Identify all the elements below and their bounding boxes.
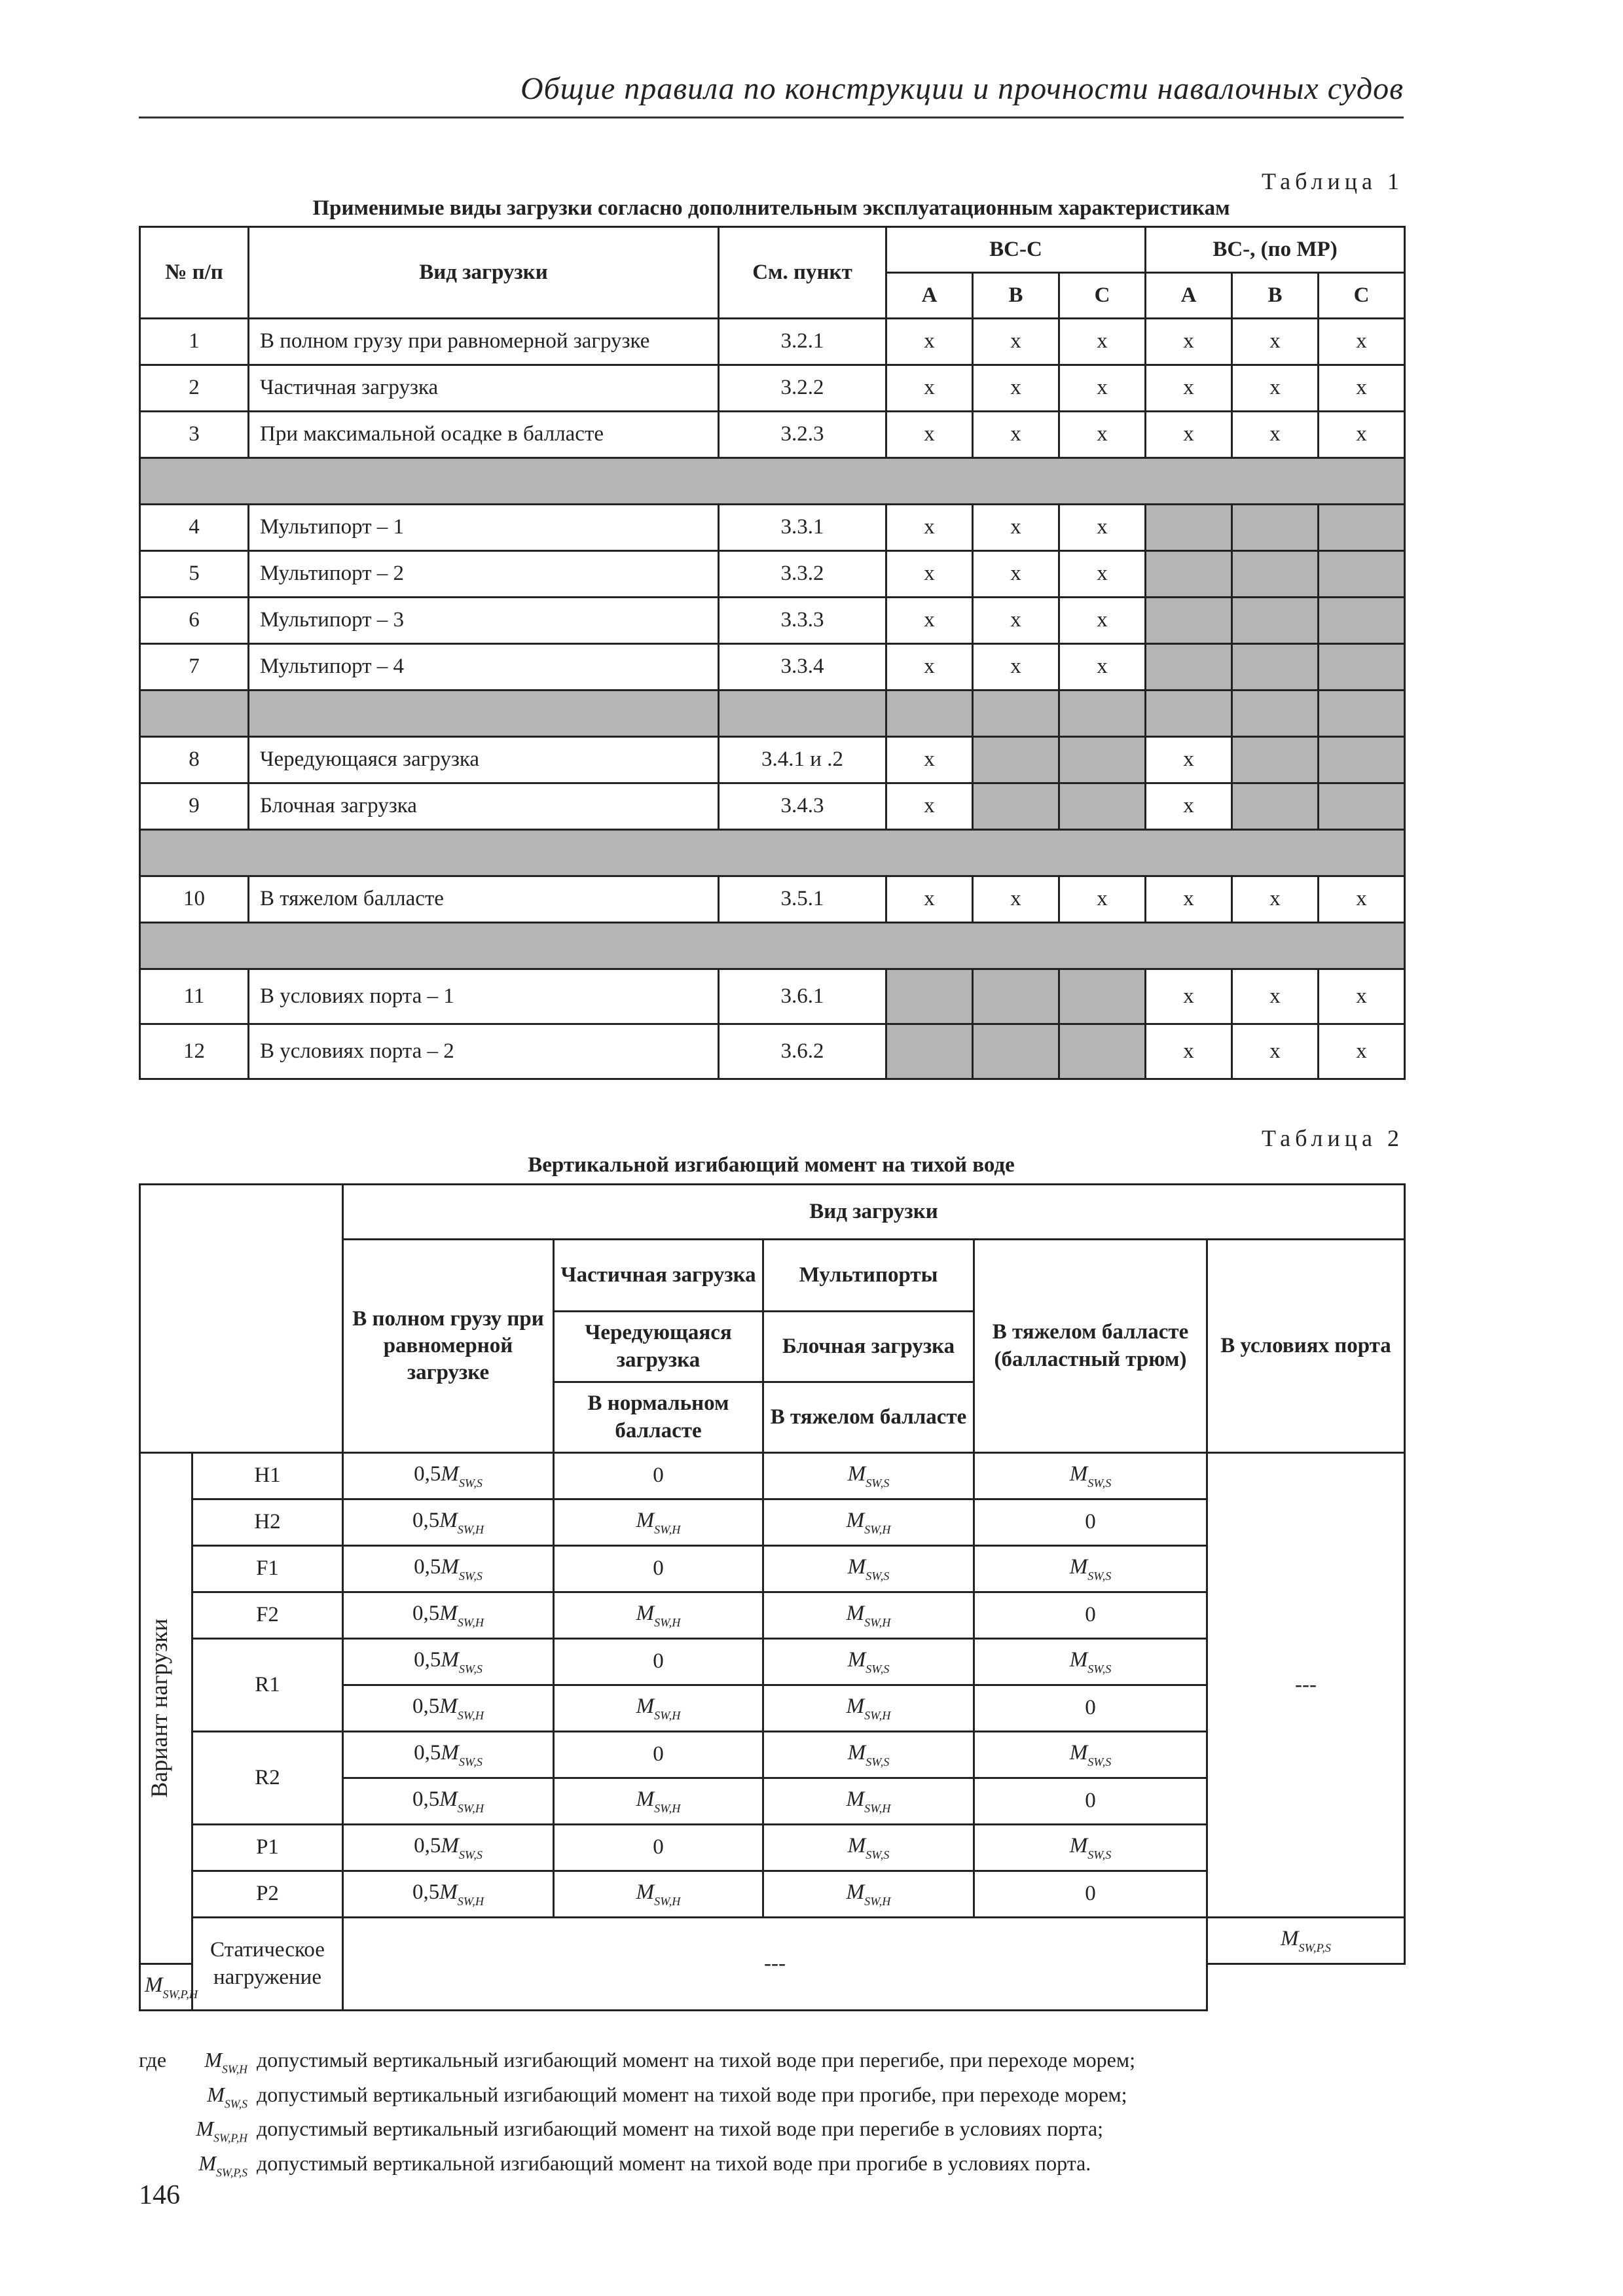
cell-na: [973, 783, 1059, 830]
cell-mark: x: [1319, 969, 1405, 1024]
cell-value: $0,5M_{SW,H}$: [343, 1499, 554, 1546]
cell-value: $M_{SW,H}$: [554, 1592, 763, 1639]
note-line: где $M_{SW,H}$ допустимый вертикальный изгибающий момент на тихой воде при перегибе, при переходе морем;: [139, 2048, 1135, 2076]
alternate-header: Чередующаяся загрузка: [554, 1312, 763, 1382]
row-type: Частичная загрузка: [249, 365, 719, 412]
cell-na: [973, 969, 1059, 1024]
row-number: 11: [140, 969, 249, 1024]
separator-row: [140, 923, 1405, 969]
row-type: Мультипорт – 2: [249, 551, 719, 598]
cell-mark: x: [1059, 365, 1146, 412]
row-type: Мультипорт – 3: [249, 598, 719, 644]
separator-row: [140, 458, 1405, 505]
cell-value: $M_{SW,P,S}$: [1207, 1918, 1405, 1964]
table-row: [140, 505, 1405, 551]
row-ref: 3.5.1: [719, 876, 886, 923]
cell-mark: x: [886, 598, 973, 644]
cell-na: [973, 1024, 1059, 1079]
cell-value: $M_{SW,H}$: [763, 1685, 974, 1732]
cell-na: [886, 969, 973, 1024]
row-type: В тяжелом балласте: [249, 876, 719, 923]
row-ref: 3.2.3: [719, 412, 886, 458]
cell-na: [1319, 783, 1405, 830]
row-type: В условиях порта – 1: [249, 969, 719, 1024]
cell-mark: x: [1232, 412, 1319, 458]
cell-value: 0: [974, 1871, 1207, 1918]
row-ref: 3.3.2: [719, 551, 886, 598]
table-row: [140, 412, 1405, 458]
cell-value: 0: [554, 1639, 763, 1685]
port-header: В условиях порта: [1207, 1240, 1405, 1453]
partial-header: Частичная загрузка: [554, 1240, 763, 1312]
cell-value: $M_{SW,S}$: [974, 1639, 1207, 1685]
cell-mark: x: [1146, 365, 1232, 412]
cell-mark: x: [1319, 365, 1405, 412]
cell-mark: x: [886, 783, 973, 830]
col-bcmp-header: BC-, (по МР): [1146, 227, 1405, 273]
case-label: F1: [192, 1546, 343, 1592]
running-header: Общие правила по конструкции и прочности навалочных судов: [520, 71, 1404, 106]
cell-mark: x: [1232, 876, 1319, 923]
cell-mark: x: [1232, 969, 1319, 1024]
table-row: [140, 737, 1405, 783]
cell-value: $0,5M_{SW,S}$: [343, 1639, 554, 1685]
cell-mark: x: [886, 505, 973, 551]
case-label: F2: [192, 1592, 343, 1639]
cell-mark: x: [973, 598, 1059, 644]
row-number: 7: [140, 644, 249, 691]
row-ref: 3.3.1: [719, 505, 886, 551]
row-number: 10: [140, 876, 249, 923]
group-header: Вид загрузки: [343, 1185, 1405, 1240]
table2-corner: [140, 1185, 343, 1453]
cell-mark: x: [1146, 969, 1232, 1024]
cell-mark: x: [1146, 412, 1232, 458]
case-label: H1: [192, 1453, 343, 1499]
table1: [139, 226, 1406, 1080]
cell-na: [1232, 551, 1319, 598]
cell-mark: x: [973, 412, 1059, 458]
cell-mark: x: [1059, 505, 1146, 551]
cell-na: [1319, 505, 1405, 551]
cell-mark: x: [1319, 412, 1405, 458]
row-number: 5: [140, 551, 249, 598]
col-bcc-header: BC-C: [886, 227, 1146, 273]
cell-value: 0: [974, 1685, 1207, 1732]
cell-mark: x: [973, 505, 1059, 551]
row-type: Блочная загрузка: [249, 783, 719, 830]
row-number: 6: [140, 598, 249, 644]
table-row: [140, 551, 1405, 598]
port-dash: ---: [1207, 1453, 1405, 1918]
cell-na: [1319, 598, 1405, 644]
cell-mark: x: [1146, 876, 1232, 923]
cell-value: $0,5M_{SW,S}$: [343, 1453, 554, 1499]
table-row: [140, 365, 1405, 412]
table-row: [140, 783, 1405, 830]
table-row: [140, 319, 1405, 365]
cell-mark: x: [886, 319, 973, 365]
subcol-c: C: [1059, 273, 1146, 319]
cell-mark: x: [1059, 319, 1146, 365]
subcol-c: C: [1319, 273, 1405, 319]
cell-mark: x: [1146, 737, 1232, 783]
cell-value: $0,5M_{SW,S}$: [343, 1825, 554, 1871]
cell-mark: x: [886, 365, 973, 412]
cell-value: $0,5M_{SW,H}$: [343, 1685, 554, 1732]
cell-mark: x: [1059, 876, 1146, 923]
table-row: [140, 1453, 1405, 1499]
cell-value: $M_{SW,H}$: [554, 1871, 763, 1918]
table-row: [140, 598, 1405, 644]
cell-na: [1319, 644, 1405, 691]
header-rule: [139, 117, 1404, 118]
row-type: Мультипорт – 1: [249, 505, 719, 551]
cell-value: $M_{SW,S}$: [974, 1453, 1207, 1499]
subcol-a: A: [886, 273, 973, 319]
cell-mark: x: [1146, 783, 1232, 830]
cell-na: [1146, 644, 1232, 691]
cell-na: [886, 1024, 973, 1079]
cell-mark: x: [1059, 551, 1146, 598]
cell-value: $M_{SW,S}$: [763, 1639, 974, 1685]
multiports-header: Мультипорты: [763, 1240, 974, 1312]
block-header: Блочная загрузка: [763, 1312, 974, 1382]
cell-value: $M_{SW,H}$: [554, 1778, 763, 1825]
heavy-ballast-hold-header: В тяжелом балласте (балластный трюм): [974, 1240, 1207, 1453]
cell-mark: x: [886, 412, 973, 458]
case-label: P2: [192, 1871, 343, 1918]
cell-na: [1232, 505, 1319, 551]
cell-value: 0: [554, 1825, 763, 1871]
case-label: P1: [192, 1825, 343, 1871]
static-label: Статическое нагружение: [192, 1918, 343, 2011]
cell-value: 0: [554, 1453, 763, 1499]
row-number: 3: [140, 412, 249, 458]
row-type: Мультипорт – 4: [249, 644, 719, 691]
cell-na: [1232, 644, 1319, 691]
cell-na: [1059, 969, 1146, 1024]
case-label: R1: [192, 1639, 343, 1732]
cell-value: $M_{SW,S}$: [974, 1825, 1207, 1871]
cell-mark: x: [886, 551, 973, 598]
table2-number: Таблица 2: [1262, 1125, 1404, 1151]
cell-value: $0,5M_{SW,H}$: [343, 1871, 554, 1918]
row-number: 12: [140, 1024, 249, 1079]
cell-mark: x: [1319, 319, 1405, 365]
cell-mark: x: [1232, 365, 1319, 412]
cell-value: $0,5M_{SW,S}$: [343, 1732, 554, 1778]
full-load-header: В полном грузу при равномерной загрузке: [343, 1240, 554, 1453]
cell-na: [1146, 505, 1232, 551]
cell-value: $M_{SW,S}$: [763, 1825, 974, 1871]
cell-mark: x: [1146, 319, 1232, 365]
cell-na: [1059, 783, 1146, 830]
subcol-a: A: [1146, 273, 1232, 319]
cell-value: $M_{SW,H}$: [554, 1685, 763, 1732]
cell-value: $M_{SW,P,H}$: [140, 1964, 192, 2011]
cell-value: $M_{SW,S}$: [763, 1453, 974, 1499]
cell-mark: x: [1232, 1024, 1319, 1079]
note-line: $M_{SW,S}$ допустимый вертикальный изгибающий момент на тихой воде при прогибе, при переходе морем;: [207, 2082, 1127, 2111]
table1-caption: Применимые виды загрузки согласно дополнительным эксплуатационным характеристикам: [312, 196, 1230, 220]
cell-mark: x: [1059, 644, 1146, 691]
table-row: [140, 876, 1405, 923]
cell-mark: x: [886, 876, 973, 923]
cell-mark: x: [1319, 1024, 1405, 1079]
cell-mark: x: [1232, 319, 1319, 365]
row-ref: 3.4.1 и .2: [719, 737, 886, 783]
case-label: R2: [192, 1732, 343, 1825]
cell-value: 0: [974, 1778, 1207, 1825]
cell-mark: x: [973, 319, 1059, 365]
row-type: Чередующаяся загрузка: [249, 737, 719, 783]
cell-na: [1319, 737, 1405, 783]
heavy-ballast-header: В тяжелом балласте: [763, 1382, 974, 1453]
row-ref: 3.6.1: [719, 969, 886, 1024]
cell-mark: x: [973, 644, 1059, 691]
page-number: 146: [139, 2180, 180, 2210]
cell-mark: x: [973, 551, 1059, 598]
separator-row: [140, 691, 1405, 737]
table1-number: Таблица 1: [1262, 168, 1404, 194]
cell-na: [1059, 1024, 1146, 1079]
cell-value: $M_{SW,S}$: [763, 1546, 974, 1592]
cell-value: $M_{SW,H}$: [763, 1778, 974, 1825]
cell-value: 0: [554, 1546, 763, 1592]
cell-na: [1232, 598, 1319, 644]
normal-ballast-header: В нормальном балласте: [554, 1382, 763, 1453]
cell-mark: x: [973, 365, 1059, 412]
row-number: 2: [140, 365, 249, 412]
row-ref: 3.2.2: [719, 365, 886, 412]
cell-value: $M_{SW,S}$: [974, 1546, 1207, 1592]
table-row: [140, 1024, 1405, 1079]
cell-value: $M_{SW,H}$: [763, 1871, 974, 1918]
row-type: В полном грузу при равномерной загрузке: [249, 319, 719, 365]
cell-na: [1319, 551, 1405, 598]
cell-na: [1146, 598, 1232, 644]
subcol-b: B: [973, 273, 1059, 319]
row-number: 4: [140, 505, 249, 551]
static-dash: ---: [343, 1918, 1207, 2011]
notes: [139, 2047, 1135, 2185]
cell-mark: x: [973, 876, 1059, 923]
row-type: В условиях порта – 2: [249, 1024, 719, 1079]
cell-value: 0: [974, 1499, 1207, 1546]
cell-mark: x: [1319, 876, 1405, 923]
cell-mark: x: [1059, 412, 1146, 458]
cell-value: $M_{SW,S}$: [974, 1732, 1207, 1778]
col-type-header: Вид загрузки: [249, 227, 719, 319]
cell-na: [1232, 737, 1319, 783]
row-ref: 3.4.3: [719, 783, 886, 830]
row-type: При максимальной осадке в балласте: [249, 412, 719, 458]
cell-mark: x: [1059, 598, 1146, 644]
side-label: Вариант нагрузки: [140, 1453, 192, 1964]
cell-value: $M_{SW,S}$: [763, 1732, 974, 1778]
row-number: 8: [140, 737, 249, 783]
cell-value: $0,5M_{SW,H}$: [343, 1778, 554, 1825]
row-number: 1: [140, 319, 249, 365]
cell-value: $M_{SW,H}$: [763, 1499, 974, 1546]
cell-mark: x: [1146, 1024, 1232, 1079]
row-ref: 3.3.3: [719, 598, 886, 644]
table2-caption: Вертикальной изгибающий момент на тихой воде: [528, 1153, 1015, 1177]
separator-row: [140, 830, 1405, 876]
cell-value: 0: [554, 1732, 763, 1778]
cell-value: $M_{SW,H}$: [554, 1499, 763, 1546]
row-ref: 3.3.4: [719, 644, 886, 691]
cell-na: [1146, 551, 1232, 598]
cell-na: [973, 737, 1059, 783]
cell-mark: x: [886, 644, 973, 691]
table-row: [140, 969, 1405, 1024]
case-label: H2: [192, 1499, 343, 1546]
cell-value: $0,5M_{SW,H}$: [343, 1592, 554, 1639]
table-row: [140, 1918, 1405, 1964]
col-ref-header: См. пункт: [719, 227, 886, 319]
row-ref: 3.6.2: [719, 1024, 886, 1079]
cell-mark: x: [886, 737, 973, 783]
col-num-header: № п/п: [140, 227, 249, 319]
cell-value: 0: [974, 1592, 1207, 1639]
subcol-b: B: [1232, 273, 1319, 319]
cell-na: [1059, 737, 1146, 783]
table-row: [140, 644, 1405, 691]
cell-value: $0,5M_{SW,S}$: [343, 1546, 554, 1592]
table2: [139, 1183, 1406, 2011]
row-number: 9: [140, 783, 249, 830]
row-ref: 3.2.1: [719, 319, 886, 365]
cell-value: $M_{SW,H}$: [763, 1592, 974, 1639]
note-line: $M_{SW,P,S}$ допустимый вертикальной изгибающий момент на тихой воде при прогибе в условиях порта.: [198, 2151, 1091, 2179]
cell-na: [1232, 783, 1319, 830]
note-line: $M_{SW,P,H}$ допустимый вертикальный изгибающий момент на тихой воде при перегибе в условиях порта;: [196, 2117, 1104, 2145]
